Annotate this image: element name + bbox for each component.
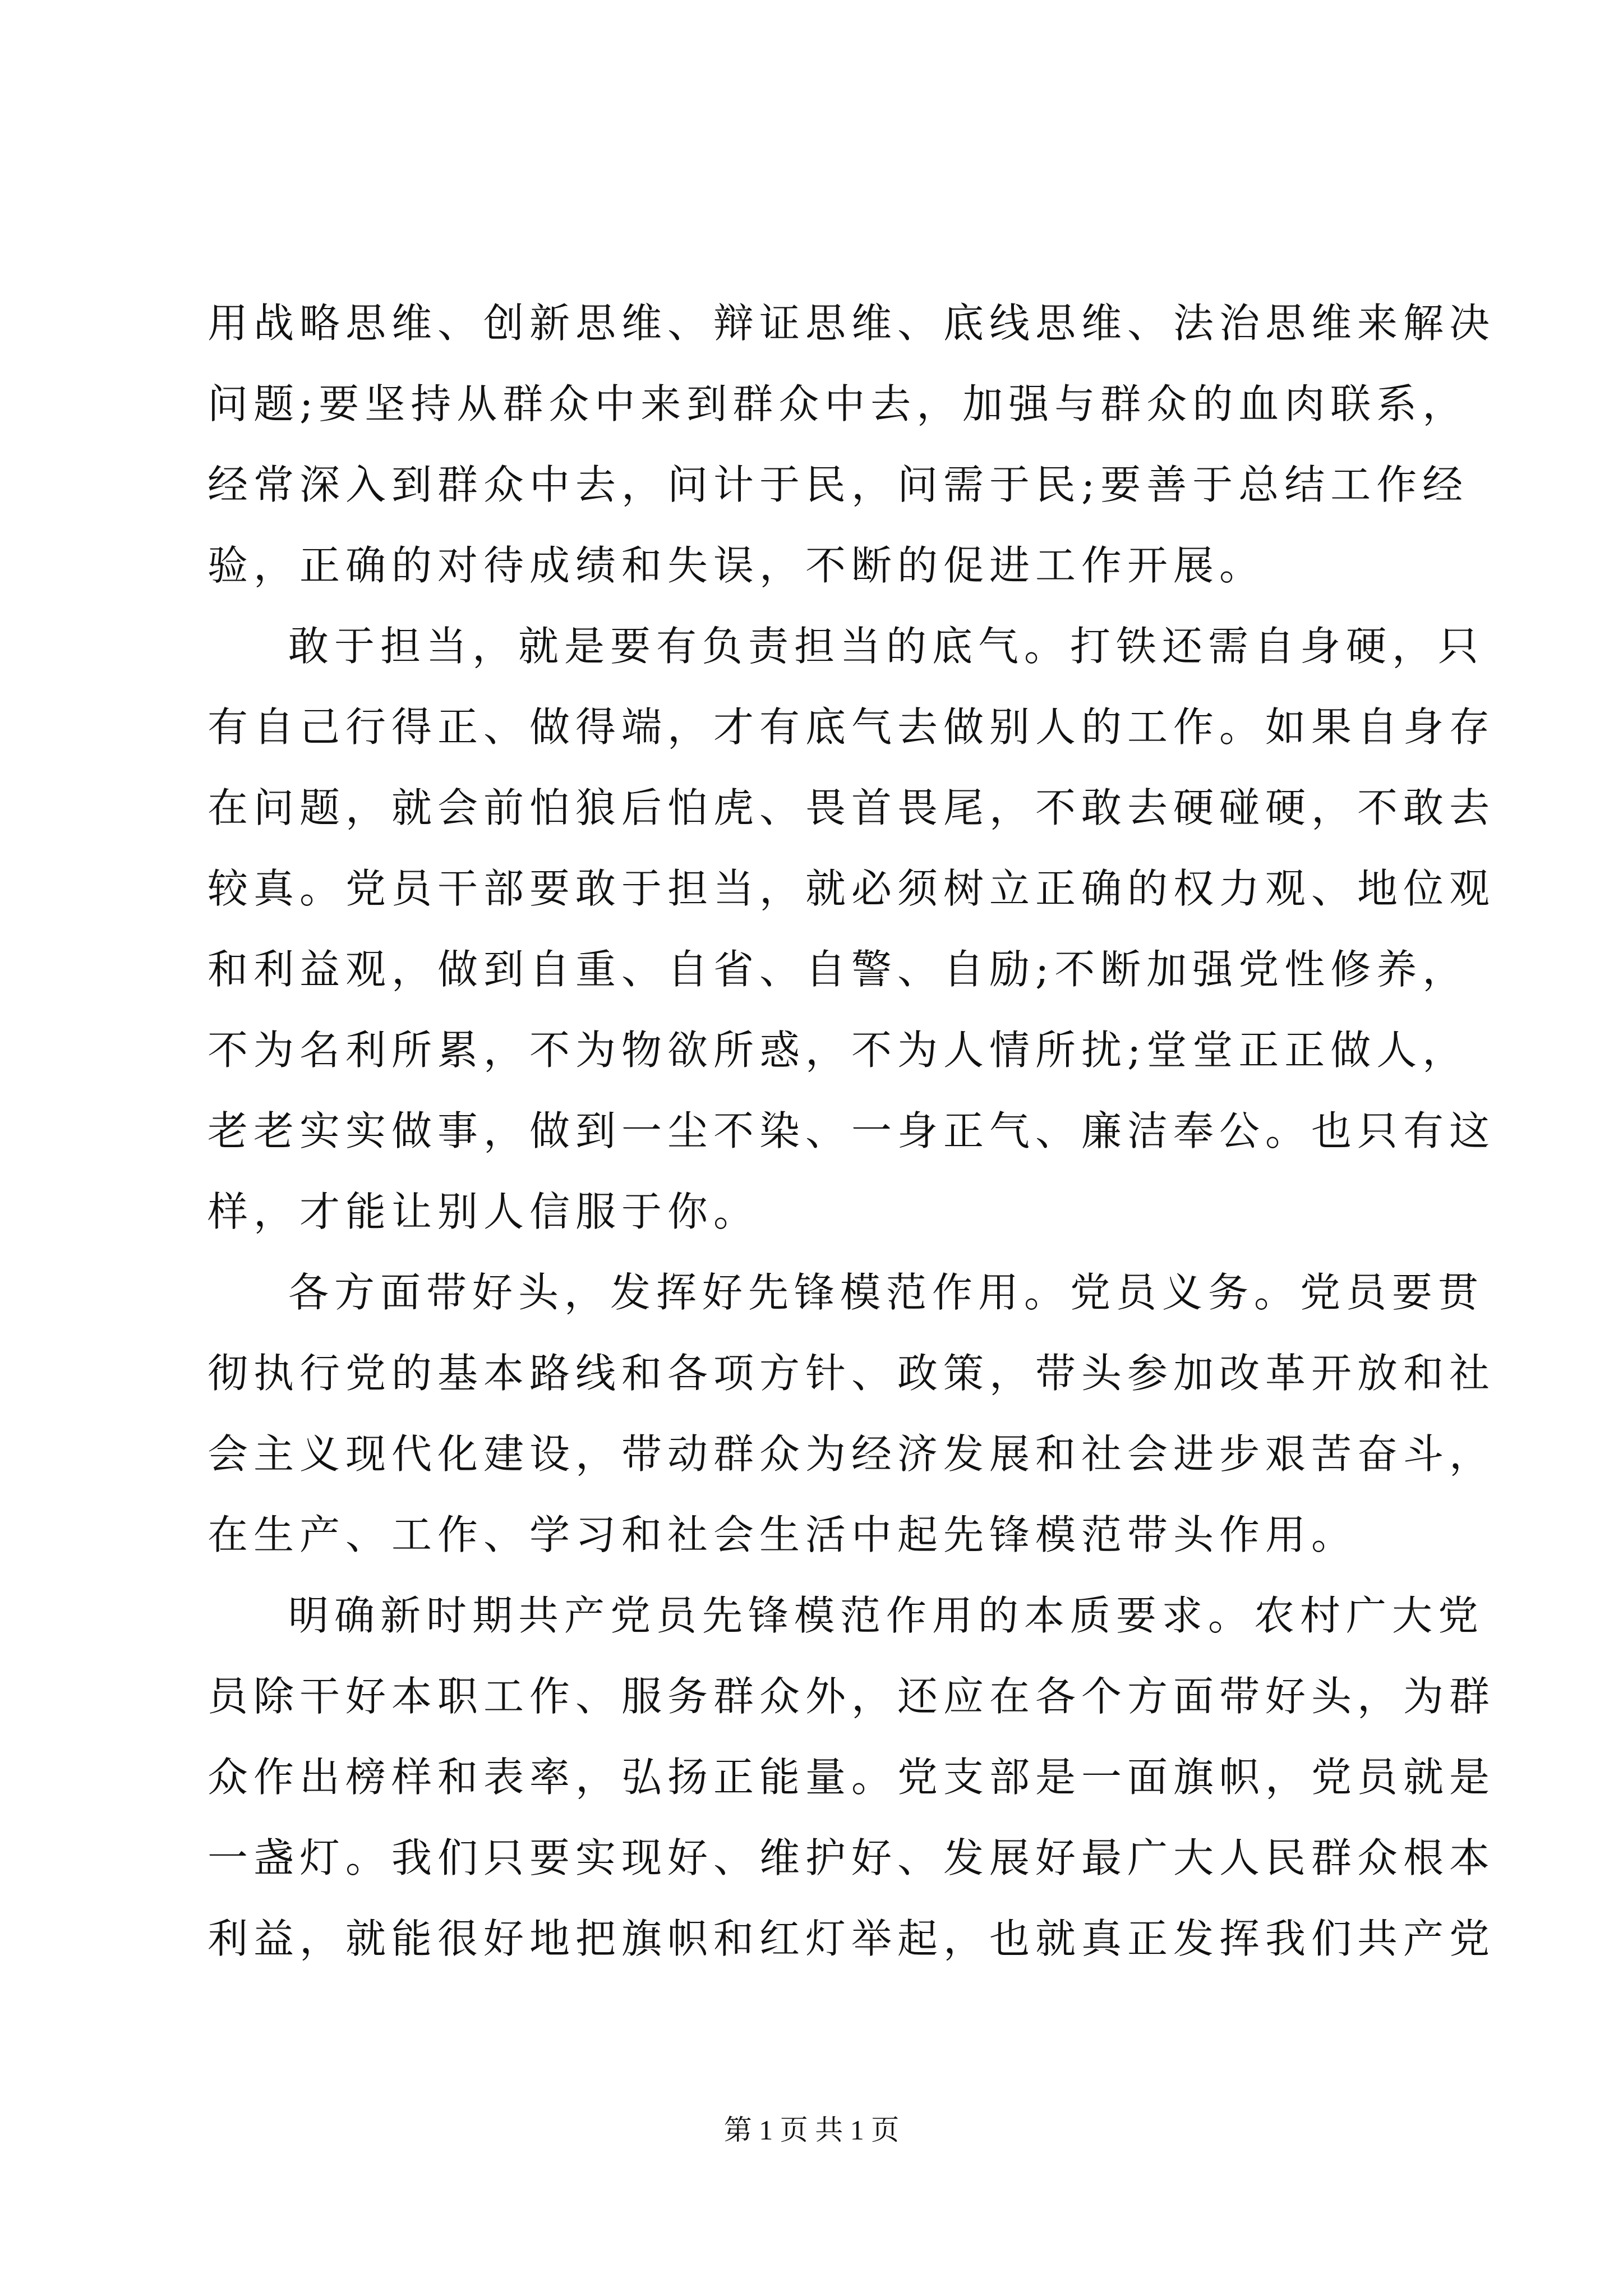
text-line: 验，正确的对待成绩和失误，不断的促进工作开展。 (208, 542, 1266, 589)
paragraph-first-line: 各方面带好头，发挥好先锋模范作用。党员义务。党员要贯 (288, 1269, 1484, 1316)
paragraph-first-line: 敢于担当，就是要有负责担当的底气。打铁还需自身硬，只 (288, 623, 1484, 670)
text-line: 有自己行得正、做得端，才有底气去做别人的工作。如果自身存 (208, 703, 1496, 751)
text-line: 用战略思维、创新思维、辩证思维、底线思维、法治思维来解决 (208, 300, 1496, 347)
text-line: 彻执行党的基本路线和各项方针、政策，带头参加改革开放和社 (208, 1350, 1496, 1397)
text-line: 在问题，就会前怕狼后怕虎、畏首畏尾，不敢去硬碰硬，不敢去 (208, 784, 1496, 831)
paragraph-first-line: 明确新时期共产党员先锋模范作用的本质要求。农村广大党 (288, 1592, 1484, 1639)
page-footer: 第 1 页 共 1 页 (723, 2114, 900, 2146)
text-line: 较真。党员干部要敢于担当，就必须树立正确的权力观、地位观 (208, 865, 1496, 912)
text-line: 样，才能让别人信服于你。 (208, 1188, 760, 1235)
text-line: 不为名利所累，不为物欲所惑，不为人情所扰;堂堂正正做人， (208, 1027, 1469, 1074)
text-line: 会主义现代化建设，带动群众为经济发展和社会进步艰苦奋斗， (208, 1430, 1496, 1478)
text-line: 和利益观，做到自重、自省、自警、自励;不断加强党性修养， (208, 946, 1469, 993)
text-line: 利益，就能很好地把旗帜和红灯举起，也就真正发挥我们共产党 (208, 1915, 1496, 1962)
text-line: 经常深入到群众中去，问计于民，问需于民;要善于总结工作经 (208, 461, 1469, 508)
text-line: 在生产、工作、学习和社会生活中起先锋模范带头作用。 (208, 1511, 1358, 1558)
text-line: 一盏灯。我们只要实现好、维护好、发展好最广大人民群众根本 (208, 1834, 1496, 1881)
text-line: 众作出榜样和表率，弘扬正能量。党支部是一面旗帜，党员就是 (208, 1754, 1496, 1801)
text-line: 问题;要坚持从群众中来到群众中去，加强与群众的血肉联系， (208, 380, 1469, 427)
text-line: 老老实实做事，做到一尘不染、一身正气、廉洁奉公。也只有这 (208, 1107, 1496, 1154)
text-line: 员除干好本职工作、服务群众外，还应在各个方面带好头，为群 (208, 1673, 1496, 1720)
